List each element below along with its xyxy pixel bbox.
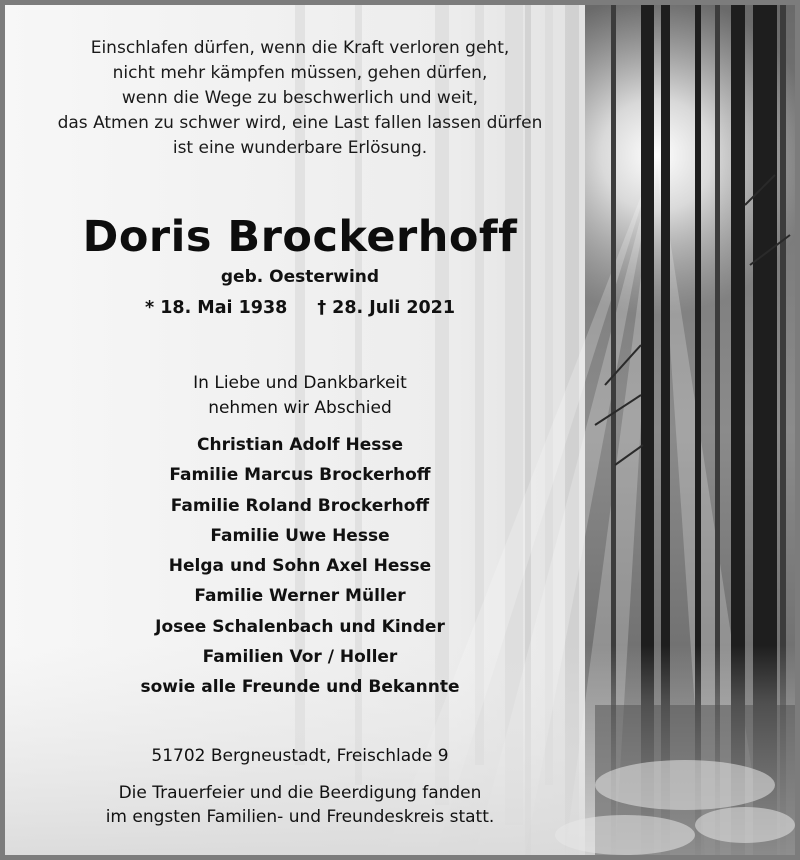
- poem: [5, 36, 595, 161]
- mourner-item: Familie Roland Brockerhoff: [170, 495, 430, 516]
- closing-line: Die Trauerfeier und die Beerdigung fanden: [118, 783, 482, 803]
- mourner-item: Helga und Sohn Axel Hesse: [168, 556, 432, 577]
- closing-note: [5, 781, 595, 829]
- intro-line: nehmen wir Abschied: [208, 398, 392, 418]
- mourner-item: Familie Marcus Brockerhoff: [169, 465, 431, 486]
- mourner-item: Josee Schalenbach und Kinder: [155, 616, 445, 637]
- intro-line: In Liebe und Dankbarkeit: [193, 373, 407, 393]
- address: 51702 Bergneustadt, Freischlade 9: [151, 746, 449, 766]
- maiden-name: geb. Oesterwind: [220, 267, 380, 287]
- death-date: † 28. Juli 2021: [317, 298, 456, 318]
- mourner-item: sowie alle Freunde und Bekannte: [140, 677, 460, 698]
- farewell-intro: [5, 371, 595, 421]
- mourner-item: Familie Uwe Hesse: [210, 525, 390, 546]
- birth-date: * 18. Mai 1938: [144, 298, 288, 318]
- mourners-list: [5, 430, 595, 703]
- poem-line: nicht mehr kämpfen müssen, gehen dürfen,: [112, 63, 488, 83]
- deceased-name: Doris Brockerhoff: [82, 212, 518, 262]
- life-dates: [5, 298, 595, 318]
- poem-line: ist eine wunderbare Erlösung.: [172, 138, 428, 158]
- closing-line: im engsten Familien- und Freundeskreis statt.: [105, 807, 495, 827]
- mourner-item: Familien Vor / Holler: [202, 647, 398, 668]
- mourner-item: Familie Werner Müller: [194, 586, 406, 607]
- poem-line: das Atmen zu schwer wird, eine Last fallen lassen dürfen: [57, 113, 543, 133]
- poem-line: Einschlafen dürfen, wenn die Kraft verloren geht,: [90, 38, 510, 58]
- poem-line: wenn die Wege zu beschwerlich und weit,: [121, 88, 479, 108]
- mourner-item: Christian Adolf Hesse: [196, 435, 404, 455]
